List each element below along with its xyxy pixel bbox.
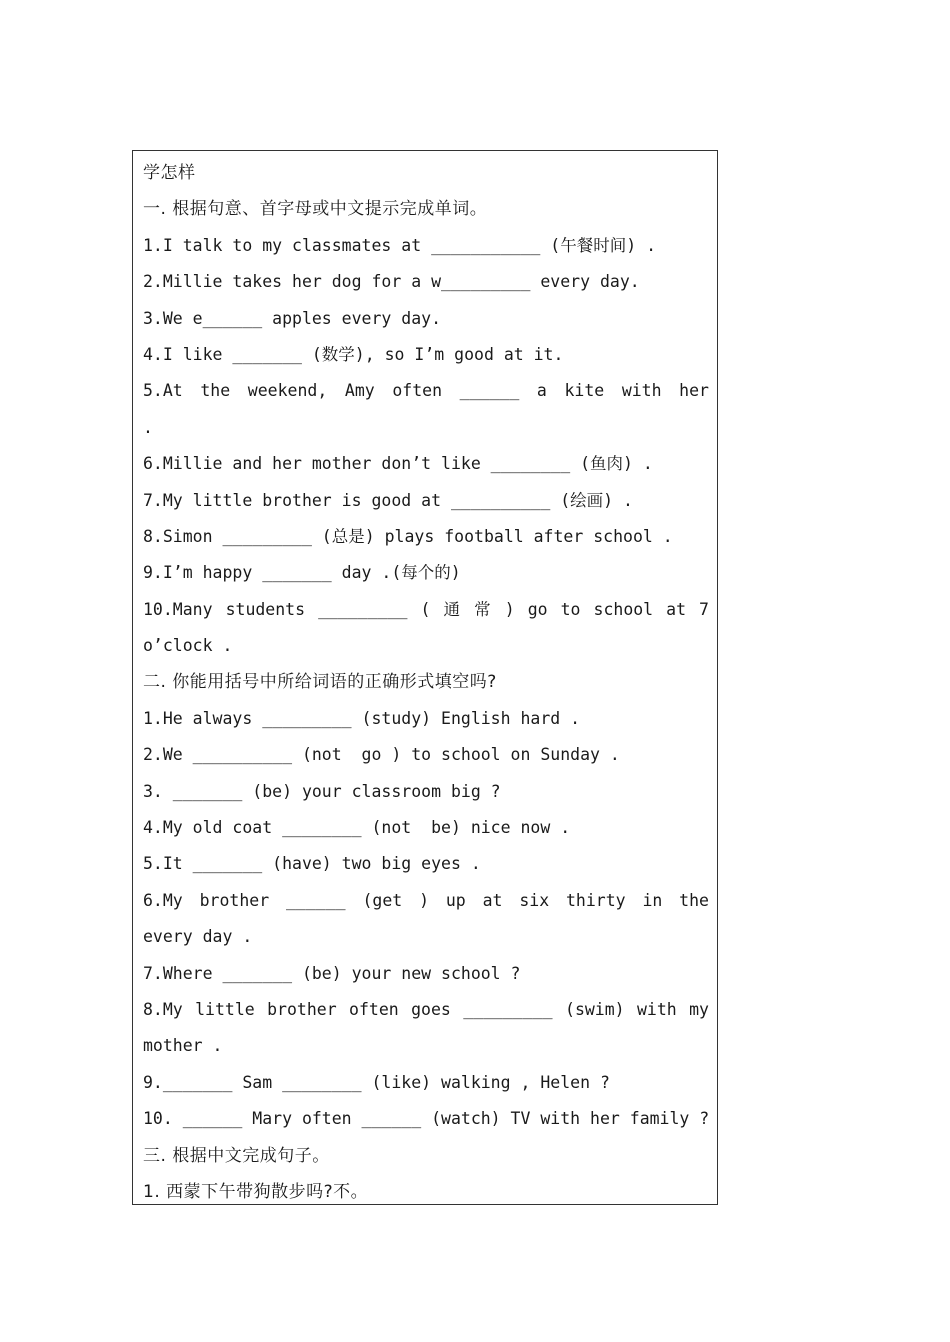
section1-item-10: 10.Many students _________ ( 通 常 ) go to school at 7 — [143, 599, 709, 619]
section2-item-6: 6.My brother ______ (get ) up at six thirty in the — [143, 890, 709, 910]
section2-item-5: 5.It _______ (have) two big eyes . — [143, 854, 481, 874]
section1-item-2: 2.Millie takes her dog for a w_________ every day. — [143, 272, 640, 292]
section1-item-8: 8.Simon _________ (总是) plays football after school . — [143, 526, 673, 546]
worksheet-header: 学怎样 — [143, 163, 196, 183]
section1-item-9: 9.I’m happy _______ day .(每个的) — [143, 563, 461, 583]
section2-item-1: 1.He always _________ (study) English hard . — [143, 708, 581, 728]
section2-item-7: 7.Where _______ (be) your new school ? — [143, 963, 521, 983]
section2-item-9: 9._______ Sam ________ (like) walking , Helen ? — [143, 1072, 610, 1092]
section1-item-3: 3.We e______ apples every day. — [143, 308, 442, 328]
worksheet-box — [132, 150, 718, 1205]
section1-item-5: 5.At the weekend, Amy often ______ a kite with her — [143, 381, 709, 401]
section3-item-1: 1. 西蒙下午带狗散步吗?不。 — [143, 1181, 369, 1202]
section1-item-10-cont: o’clock . — [143, 636, 233, 656]
section2-item-6-cont: every day . — [143, 927, 253, 947]
section1-item-6: 6.Millie and her mother don’t like ________ (鱼肉) . — [143, 454, 653, 474]
section2-item-10: 10. ______ Mary often ______ (watch) TV with her family ? — [143, 1109, 709, 1129]
section2-title: 二. 你能用括号中所给词语的正确形式填空吗? — [143, 672, 497, 693]
section2-item-4: 4.My old coat ________ (not be) nice now . — [143, 818, 571, 838]
section1-item-1: 1.I talk to my classmates at ___________ (午餐时间) . — [143, 235, 657, 255]
section2-item-8: 8.My little brother often goes _________ (swim) with my — [143, 999, 709, 1019]
section2-item-3: 3. _______ (be) your classroom big ? — [143, 781, 501, 801]
section1-item-7: 7.My little brother is good at __________ (绘画) . — [143, 490, 633, 510]
section2-item-2: 2.We __________ (not go ) to school on Sunday . — [143, 745, 620, 765]
section1-title: 一. 根据句意、首字母或中文提示完成单词。 — [143, 199, 488, 220]
worksheet-content — [143, 155, 709, 1210]
section1-item-4: 4.I like _______ (数学), so I’m good at it. — [143, 344, 564, 364]
section1-item-5-cont: . — [143, 417, 153, 437]
section2-item-8-cont: mother . — [143, 1036, 223, 1056]
section3-title: 三. 根据中文完成句子。 — [143, 1145, 330, 1166]
